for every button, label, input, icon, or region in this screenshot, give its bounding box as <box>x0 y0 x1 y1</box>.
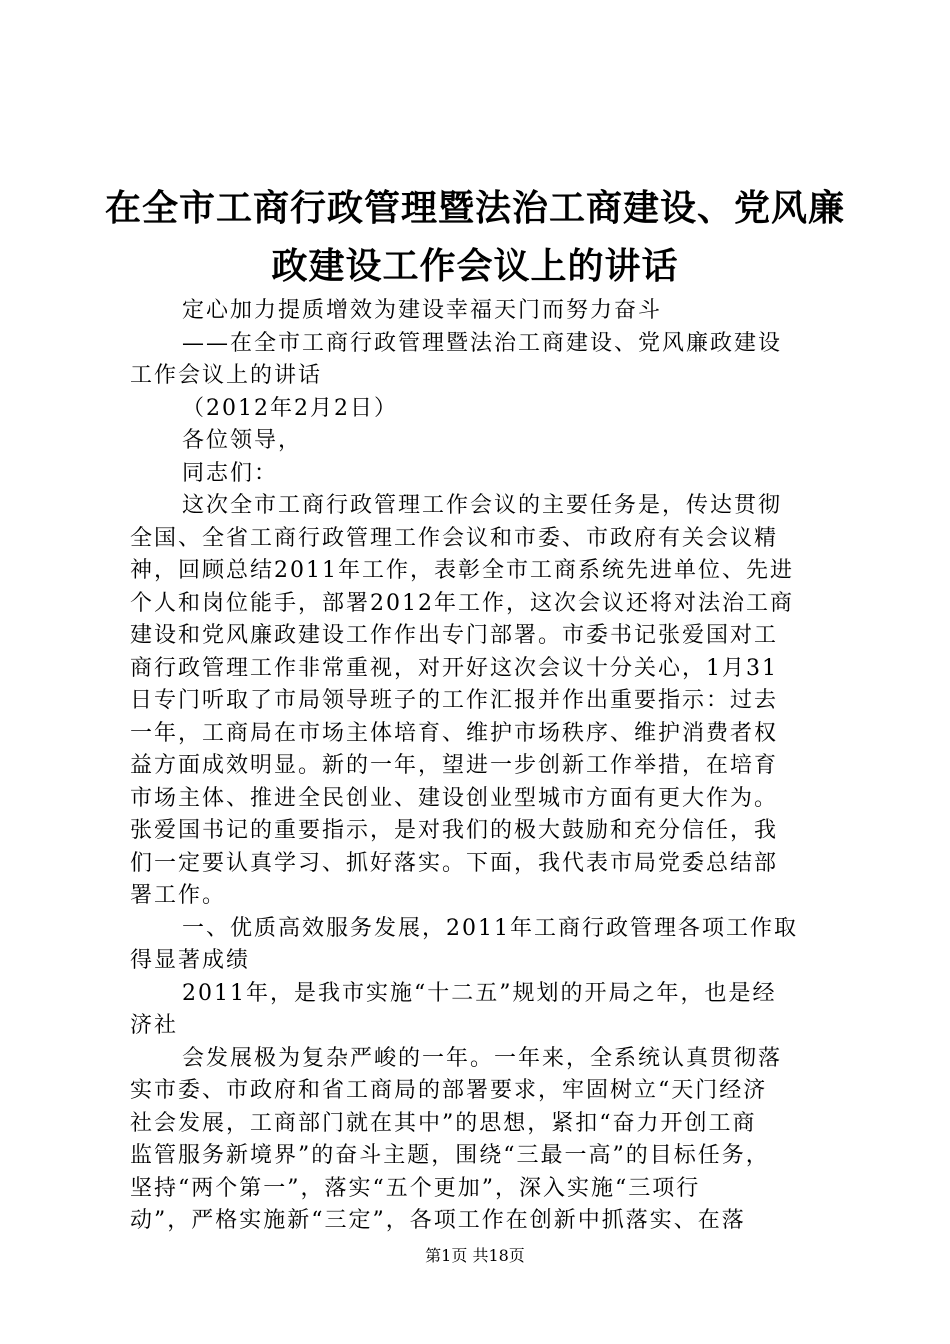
text-line: 坚持“两个第一”，落实“五个更加”，深入实施“三项行 <box>130 1175 701 1201</box>
text-line: 们一定要认真学习、抓好落实。下面，我代表市局党委总结部 <box>130 850 779 876</box>
text-line: 各位领导， <box>182 428 303 453</box>
title-line-1: 在全市工商行政管理暨法治工商建设、党风廉 <box>104 188 845 229</box>
text-line: 个人和岗位能手，部署2012年工作，这次会议还将对法治工商 <box>130 590 794 616</box>
text-line: 日专门听取了市局领导班子的工作汇报并作出重要指示：过去 <box>130 688 779 713</box>
text-line: 署工作。 <box>130 883 227 908</box>
text-line: 2011年，是我市实施“十二五”规划的开局之年，也是经 <box>182 980 777 1006</box>
title-line-2: 政建设工作会议上的讲话 <box>271 246 679 287</box>
text-line: 建设和党风廉政建设工作作出专门部署。市委书记张爱国对工 <box>130 623 779 648</box>
document-title <box>0 180 950 296</box>
text-line: 实市委、市政府和省工商局的部署要求，牢固树立“天门经济 <box>130 1078 768 1103</box>
text-line: 商行政管理工作非常重视，对开好这次会议十分关心，1月31 <box>130 655 778 681</box>
text-line: 神，回顾总结2011年工作，表彰全市工商系统先进单位、先进 <box>130 558 794 583</box>
text-line: 张爱国书记的重要指示，是对我们的极大鼓励和充分信任，我 <box>130 818 779 843</box>
text-line: 一、优质高效服务发展，2011年工商行政管理各项工作取 <box>182 915 798 941</box>
text-line: 得显著成绩 <box>130 948 251 973</box>
text-line: 监管服务新境界”的奋斗主题，围绕“三最一高”的目标任务， <box>130 1143 770 1168</box>
text-line: 同志们： <box>182 460 279 486</box>
text-line: ——在全市工商行政管理暨法治工商建设、党风廉政建设 <box>182 330 783 356</box>
document-body <box>130 295 830 1238</box>
text-line: 市场主体、推进全民创业、建设创业型城市方面有更大作为。 <box>130 785 779 811</box>
text-line: 社会发展，工商部门就在其中”的思想，紧扣“奋力开创工商 <box>130 1110 757 1136</box>
text-line: 一年，工商局在市场主体培育、维护市场秩序、维护消费者权 <box>130 720 779 746</box>
text-line: 动”，严格实施新“三定”，各项工作在创新中抓落实、在落 <box>130 1208 746 1233</box>
page-footer: 第1页 共18页 <box>425 1246 525 1265</box>
text-line: 工作会议上的讲话 <box>130 363 323 388</box>
text-line: 全国、全省工商行政管理工作会议和市委、市政府有关会议精 <box>130 525 779 551</box>
text-line: 益方面成效明显。新的一年，望进一步创新工作举措，在培育 <box>130 753 779 778</box>
text-line: （2012年2月2日） <box>182 395 398 421</box>
text-line: 会发展极为复杂严峻的一年。一年来，全系统认真贯彻落 <box>182 1045 783 1071</box>
text-line: 济社 <box>130 1013 179 1038</box>
text-line: 定心加力提质增效为建设幸福天门而努力奋斗 <box>182 298 663 323</box>
text-line: 这次全市工商行政管理工作会议的主要任务是，传达贯彻 <box>182 493 783 518</box>
